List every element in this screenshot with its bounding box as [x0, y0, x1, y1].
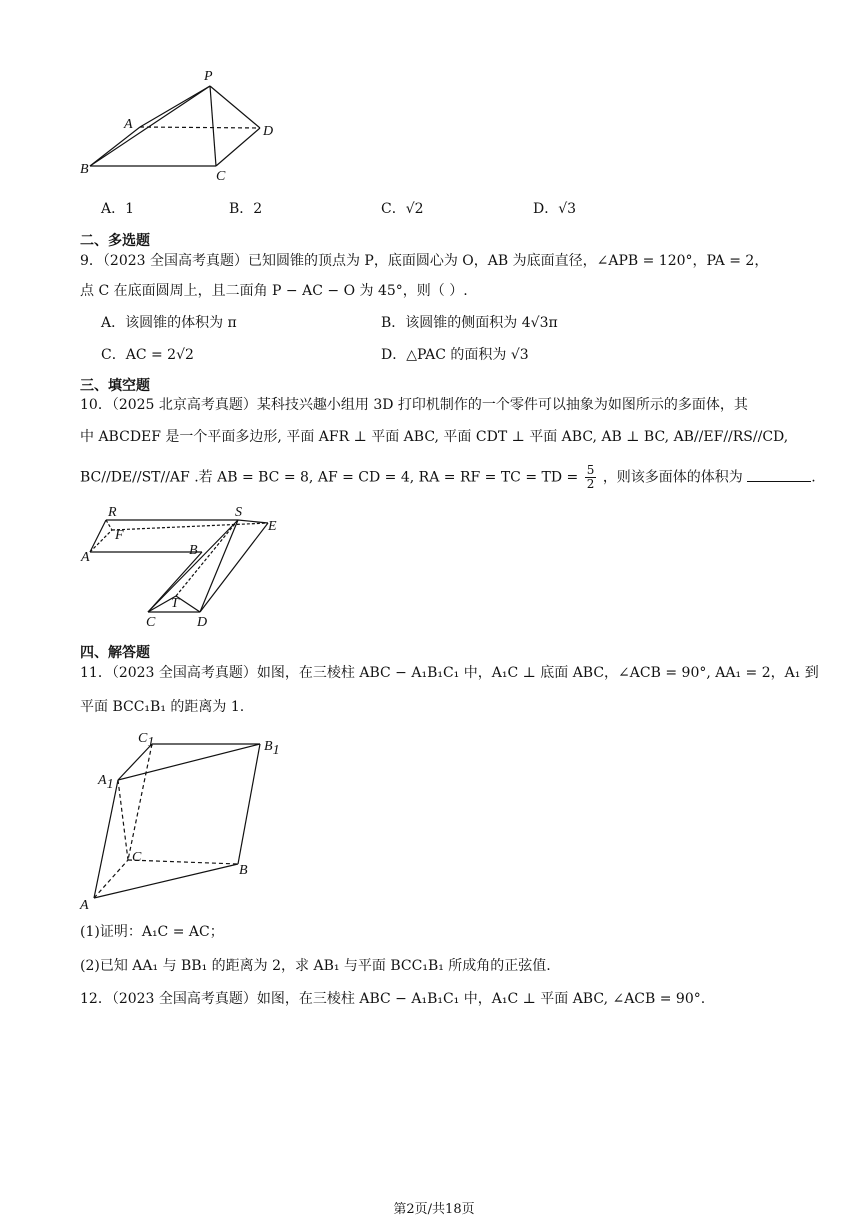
- edge-PA: [140, 86, 210, 127]
- edge-CD: [216, 128, 260, 166]
- edge-CB-hidden: [128, 860, 238, 864]
- q9-stem-line1: 9．（2023 全国高考真题）已知圆锥的顶点为 P，底面圆心为 O，AB 为底面直径，∠APB = 120°，PA = 2，: [80, 253, 769, 269]
- edge-AD-hidden: [140, 127, 260, 128]
- section-title-multiple-choice: 二、多选题: [80, 233, 150, 249]
- label-D: D: [197, 615, 208, 630]
- q10-stem-line2: 中 ABCDEF 是一个平面多边形, 平面 AFR ⊥ 平面 ABC, 平面 CDT ⊥ 平面 ABC, AB ⊥ BC, AB//EF//RS//CD,: [80, 429, 789, 445]
- q9-option-d: D．△PAC 的面积为 √3: [381, 347, 529, 363]
- q8-option-a: A．1: [101, 201, 135, 217]
- edge-RA: [90, 520, 106, 552]
- edge-SC: [148, 520, 238, 612]
- label-C1: C1: [138, 731, 155, 750]
- pyramid-figure: [70, 62, 290, 192]
- label-S: S: [235, 505, 242, 520]
- edge-SD: [200, 520, 238, 612]
- label-R: R: [108, 505, 117, 520]
- label-F: F: [115, 528, 124, 543]
- q10-line3-tail: ，则该多面体的体积为: [602, 469, 743, 486]
- edge-AC-hidden: [94, 860, 128, 898]
- q12-stem-line1: 12．（2023 全国高考真题）如图，在三棱柱 ABC − A₁B₁C₁ 中，A₁C ⊥ 平面 ABC, ∠ACB = 90°.: [80, 991, 706, 1007]
- label-B: B: [239, 863, 248, 878]
- answer-blank[interactable]: [747, 467, 811, 482]
- label-P: P: [204, 69, 213, 84]
- q10-stem-line1: 10．（2025 北京高考真题）某科技兴趣小组用 3D 打印机制作的一个零件可以抽象为如图所示的多面体，其: [80, 397, 748, 413]
- label-D: D: [263, 124, 274, 139]
- edge-A1B1: [118, 744, 260, 780]
- label-B1: B1: [264, 739, 280, 758]
- edge-RF-hidden: [106, 520, 112, 530]
- q10-line3-text: BC//DE//ST//AF .若 AB = BC = 8, AF = CD = 4, RA = RF = TC = TD =: [80, 469, 579, 486]
- q9-option-c: C．AC = 2√2: [101, 347, 194, 363]
- q9-option-b: B．该圆锥的侧面积为 4√3π: [381, 315, 558, 331]
- q11-part1: (1)证明：A₁C = AC；: [80, 924, 224, 940]
- polyhedron-figure: [78, 500, 298, 630]
- label-C: C: [132, 850, 142, 865]
- edge-PD: [210, 86, 260, 128]
- edge-A1C-hidden: [118, 780, 128, 860]
- label-A: A: [80, 898, 89, 912]
- label-T: T: [171, 596, 179, 611]
- q11-stem-line1: 11．（2023 全国高考真题）如图，在三棱柱 ABC − A₁B₁C₁ 中，A₁C ⊥ 底面 ABC，∠ACB = 90°, AA₁ = 2，A₁ 到: [80, 665, 819, 681]
- edge-FE-hidden: [112, 523, 268, 530]
- label-C: C: [216, 169, 226, 184]
- q9-stem-line2: 点 C 在底面圆周上，且二面角 P − AC − O 为 45°，则（ ）.: [80, 283, 468, 299]
- label-E: E: [268, 519, 277, 534]
- q10-fraction: [585, 464, 597, 491]
- fraction-numerator: 5: [586, 463, 595, 477]
- edge-ST-hidden: [176, 520, 238, 596]
- edge-B1B: [238, 744, 260, 864]
- label-A: A: [124, 117, 133, 132]
- edge-AF-hidden: [90, 530, 112, 552]
- label-B: B: [80, 162, 89, 177]
- edge-PB: [90, 86, 210, 166]
- edge-A1A: [94, 780, 118, 898]
- page-number: 第2页/共18页: [393, 1202, 475, 1217]
- label-A1: A1: [98, 773, 114, 792]
- edge-PC: [210, 86, 216, 166]
- section-title-solution: 四、解答题: [80, 645, 150, 661]
- q11-part2: (2)已知 AA₁ 与 BB₁ 的距离为 2，求 AB₁ 与平面 BCC₁B₁ 所成角的正弦值.: [80, 958, 551, 974]
- prism-figure: [76, 722, 286, 912]
- q8-option-c: C．√2: [381, 201, 424, 217]
- edge-AB: [94, 864, 238, 898]
- fraction-denominator: 2: [586, 477, 595, 491]
- edge-C1C-hidden: [128, 744, 152, 860]
- edge-TD: [176, 596, 200, 612]
- label-B: B: [189, 543, 198, 558]
- edge-BA: [90, 127, 140, 166]
- q9-option-a: A．该圆锥的体积为 π: [101, 315, 237, 331]
- label-A: A: [81, 550, 90, 565]
- q8-option-b: B．2: [229, 201, 263, 217]
- q11-stem-line2: 平面 BCC₁B₁ 的距离为 1.: [80, 699, 245, 715]
- section-title-fill-blank: 三、填空题: [80, 378, 150, 394]
- q10-stem-line3: BC//DE//ST//AF .若 AB = BC = 8, AF = CD = 4, RA = RF = TC = TD = $\frac{5}{2}$ ，则该多面体的体积为 .: [80, 463, 816, 491]
- edge-ED: [200, 523, 268, 612]
- label-C: C: [146, 615, 156, 630]
- q8-option-d: D．√3: [533, 201, 577, 217]
- edge-SE: [238, 520, 268, 523]
